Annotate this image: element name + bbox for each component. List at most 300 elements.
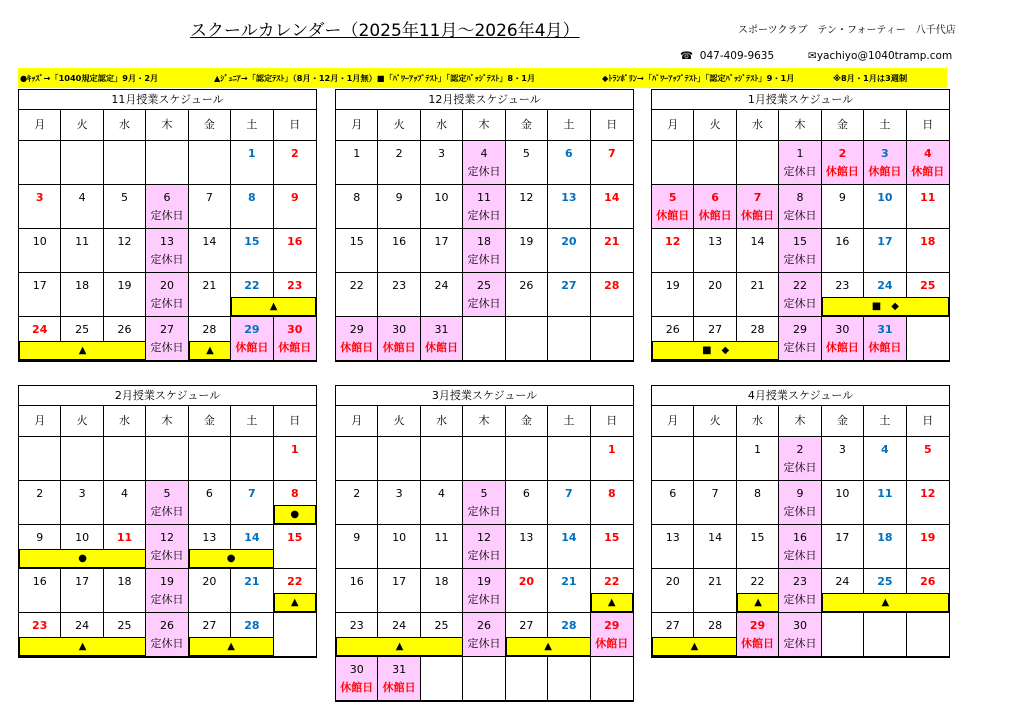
day-number: 18 xyxy=(476,235,491,248)
day-cell xyxy=(779,569,821,613)
day-number: 25 xyxy=(434,619,449,632)
day-number: 13 xyxy=(708,235,723,248)
day-cell xyxy=(907,141,949,185)
day-number: 8 xyxy=(607,487,616,500)
empty-cell xyxy=(907,317,949,361)
closed-day-label: 休館日 xyxy=(825,341,859,354)
day-cell xyxy=(378,525,420,569)
regular-holiday-label: 定休日 xyxy=(150,505,184,518)
day-number: 30 xyxy=(392,323,407,336)
day-number: 12 xyxy=(920,487,936,500)
empty-cell xyxy=(274,613,316,657)
regular-holiday-label: 定休日 xyxy=(150,341,184,354)
day-cell xyxy=(19,273,61,317)
month-calendar xyxy=(651,385,950,658)
day-number: 31 xyxy=(434,323,449,336)
empty-cell xyxy=(378,437,420,481)
day-cell xyxy=(694,273,736,317)
day-cell xyxy=(61,185,103,229)
day-number: 28 xyxy=(604,279,620,292)
club-name: スポーツクラブ テン・フォーティー 八千代店 xyxy=(738,25,956,36)
day-cell xyxy=(822,317,864,361)
day-cell xyxy=(421,273,463,317)
day-number: 25 xyxy=(877,575,893,588)
day-cell xyxy=(864,317,906,361)
day-cell xyxy=(737,481,779,525)
empty-cell xyxy=(506,657,548,701)
day-cell xyxy=(146,569,188,613)
day-cell xyxy=(463,569,505,613)
weekday-label: 土 xyxy=(231,406,273,436)
closed-day-label: 休館日 xyxy=(868,341,902,354)
test-marker-bar: ■ ◆ xyxy=(652,341,779,360)
closed-day-label: 休館日 xyxy=(741,637,775,650)
empty-cell xyxy=(19,141,61,185)
regular-holiday-label: 定休日 xyxy=(783,341,817,354)
day-number: 28 xyxy=(750,323,765,336)
day-cell xyxy=(864,185,906,229)
day-number: 15 xyxy=(244,235,260,248)
day-number: 20 xyxy=(202,575,217,588)
closed-day-label: 休館日 xyxy=(235,341,269,354)
day-number: 15 xyxy=(750,531,765,544)
day-number: 27 xyxy=(561,279,577,292)
day-number: 2 xyxy=(796,443,804,456)
day-number: 30 xyxy=(792,619,807,632)
day-cell xyxy=(421,317,463,361)
day-cell xyxy=(463,525,505,569)
day-grid xyxy=(336,437,633,701)
day-number: 18 xyxy=(117,575,132,588)
day-number: 26 xyxy=(519,279,534,292)
day-cell xyxy=(274,141,316,185)
day-number: 30 xyxy=(835,323,850,336)
day-cell xyxy=(864,437,906,481)
weekday-label: 日 xyxy=(922,118,934,131)
day-number: 8 xyxy=(290,487,299,500)
closed-day-label: 休館日 xyxy=(425,341,459,354)
day-cell xyxy=(146,613,188,657)
day-number: 12 xyxy=(665,235,681,248)
day-cell xyxy=(548,481,590,525)
weekday-label: 日 xyxy=(606,414,618,427)
day-grid xyxy=(19,141,316,361)
day-number: 27 xyxy=(665,619,680,632)
day-number: 16 xyxy=(32,575,47,588)
day-cell xyxy=(231,229,273,273)
regular-holiday-label: 定休日 xyxy=(150,253,184,266)
weekday-label: 土 xyxy=(864,110,906,140)
month-calendar xyxy=(18,89,317,362)
day-number: 8 xyxy=(353,191,361,204)
weekday-label: 金 xyxy=(506,110,548,140)
day-number: 19 xyxy=(159,575,174,588)
day-cell xyxy=(694,569,736,613)
empty-cell xyxy=(548,317,590,361)
day-number: 16 xyxy=(835,235,850,248)
month-title: 3月授業スケジュール xyxy=(336,386,633,406)
month-title: 4月授業スケジュール xyxy=(652,386,949,406)
empty-cell xyxy=(19,437,61,481)
day-number: 6 xyxy=(669,487,677,500)
day-cell xyxy=(421,525,463,569)
day-number: 11 xyxy=(476,191,491,204)
day-cell xyxy=(591,229,633,273)
day-number: 1 xyxy=(796,147,804,160)
day-number: 31 xyxy=(392,663,407,676)
weekday-label: 月 xyxy=(652,110,694,140)
month-title: 11月授業スケジュール xyxy=(19,90,316,110)
day-number: 16 xyxy=(392,235,407,248)
day-number: 2 xyxy=(838,147,847,160)
day-cell xyxy=(506,273,548,317)
closed-day-label: 休館日 xyxy=(911,165,945,178)
day-cell xyxy=(548,569,590,613)
day-cell xyxy=(231,569,273,613)
day-cell xyxy=(146,317,188,361)
test-marker-bar: ▲ xyxy=(336,637,463,656)
month-calendar xyxy=(335,89,634,362)
day-cell xyxy=(907,229,949,273)
day-cell xyxy=(274,317,316,361)
day-number: 14 xyxy=(708,531,723,544)
day-number: 7 xyxy=(248,487,256,500)
day-number: 19 xyxy=(519,235,534,248)
day-number: 20 xyxy=(665,575,680,588)
weekday-label: 日 xyxy=(289,414,301,427)
day-cell xyxy=(694,229,736,273)
test-marker-bar: ▲ xyxy=(19,341,146,360)
day-cell xyxy=(864,141,906,185)
weekday-label: 木 xyxy=(779,110,821,140)
day-number: 29 xyxy=(749,619,766,632)
weekday-label: 水 xyxy=(421,406,463,436)
test-marker-bar: ● xyxy=(19,549,146,568)
day-number: 11 xyxy=(116,531,133,544)
day-number: 21 xyxy=(604,235,620,248)
day-number: 10 xyxy=(835,487,850,500)
weekday-label: 木 xyxy=(146,110,188,140)
month-calendar xyxy=(335,385,634,702)
day-number: 22 xyxy=(244,279,260,292)
weekday-label: 金 xyxy=(189,110,231,140)
day-number: 7 xyxy=(607,147,616,160)
weekday-label: 水 xyxy=(737,110,779,140)
day-cell xyxy=(19,481,61,525)
regular-holiday-label: 定休日 xyxy=(783,461,817,474)
day-grid xyxy=(19,437,316,657)
day-number: 6 xyxy=(522,487,530,500)
day-number: 13 xyxy=(519,531,534,544)
day-number: 29 xyxy=(792,323,807,336)
weekday-header xyxy=(19,110,316,141)
weekday-label: 火 xyxy=(378,406,420,436)
day-number: 26 xyxy=(920,575,936,588)
day-number: 14 xyxy=(244,531,260,544)
phone-number: 047-409-9635 xyxy=(699,50,775,62)
day-cell xyxy=(779,437,821,481)
empty-cell xyxy=(694,141,736,185)
closed-day-label: 休館日 xyxy=(595,637,629,650)
day-cell xyxy=(336,525,378,569)
day-cell xyxy=(146,273,188,317)
day-number: 11 xyxy=(75,235,90,248)
day-number: 4 xyxy=(923,147,932,160)
weekday-label: 土 xyxy=(864,406,906,436)
day-number: 18 xyxy=(920,235,936,248)
email-contact[interactable] xyxy=(808,50,952,62)
day-number: 5 xyxy=(480,487,488,500)
empty-cell xyxy=(864,613,906,657)
regular-holiday-label: 定休日 xyxy=(783,209,817,222)
day-number: 7 xyxy=(205,191,213,204)
day-cell xyxy=(737,437,779,481)
empty-cell xyxy=(146,437,188,481)
day-cell xyxy=(336,317,378,361)
day-cell xyxy=(907,185,949,229)
month-title: 12月授業スケジュール xyxy=(336,90,633,110)
notice-junior: ▲ｼﾞｭﾆｱ→「認定ﾃｽﾄ」（8月・12月・1月無）■「ﾊﾟﾜｰｱｯﾌﾟﾃｽﾄ」「認定ﾊﾞｯｼﾞﾃｽﾄ」8・1月 xyxy=(214,73,536,83)
day-cell xyxy=(506,185,548,229)
notice-kids: ●ｷｯｽﾞ→「1040規定認定」9月・2月 xyxy=(20,73,159,83)
regular-holiday-label: 定休日 xyxy=(783,637,817,650)
day-number: 4 xyxy=(480,147,488,160)
day-cell xyxy=(907,481,949,525)
day-number: 22 xyxy=(792,279,807,292)
day-number: 12 xyxy=(117,235,132,248)
day-cell xyxy=(146,229,188,273)
day-cell xyxy=(779,525,821,569)
empty-cell xyxy=(104,437,146,481)
weekday-label: 金 xyxy=(822,110,864,140)
empty-cell xyxy=(907,613,949,657)
day-cell xyxy=(336,141,378,185)
phone-contact[interactable] xyxy=(680,50,774,62)
day-cell xyxy=(61,229,103,273)
day-cell xyxy=(378,273,420,317)
empty-cell xyxy=(463,437,505,481)
day-cell xyxy=(463,141,505,185)
day-number: 18 xyxy=(75,279,90,292)
day-cell xyxy=(61,569,103,613)
day-cell xyxy=(506,481,548,525)
day-number: 28 xyxy=(202,323,217,336)
day-cell xyxy=(737,613,779,657)
day-number: 10 xyxy=(32,235,47,248)
regular-holiday-label: 定休日 xyxy=(467,209,501,222)
day-number: 15 xyxy=(287,531,303,544)
day-number: 29 xyxy=(604,619,620,632)
day-cell xyxy=(591,613,633,657)
day-number: 19 xyxy=(476,575,491,588)
weekday-label: 日 xyxy=(922,414,934,427)
test-marker-bar: ▲ xyxy=(274,593,316,612)
day-cell xyxy=(146,525,188,569)
day-cell xyxy=(189,481,231,525)
closed-day-label: 休館日 xyxy=(698,209,732,222)
regular-holiday-label: 定休日 xyxy=(150,209,184,222)
weekday-label: 木 xyxy=(146,406,188,436)
day-number: 29 xyxy=(349,323,364,336)
day-number: 9 xyxy=(838,191,846,204)
month-title: 2月授業スケジュール xyxy=(19,386,316,406)
regular-holiday-label: 定休日 xyxy=(467,253,501,266)
day-number: 8 xyxy=(754,487,762,500)
day-cell xyxy=(822,141,864,185)
day-number: 20 xyxy=(561,235,577,248)
day-number: 3 xyxy=(78,487,86,500)
day-cell xyxy=(506,229,548,273)
regular-holiday-label: 定休日 xyxy=(467,165,501,178)
day-number: 6 xyxy=(565,147,573,160)
day-number: 15 xyxy=(349,235,364,248)
day-number: 22 xyxy=(750,575,765,588)
day-number: 17 xyxy=(32,279,47,292)
day-number: 4 xyxy=(78,191,86,204)
test-marker-bar: ▲ xyxy=(652,637,737,656)
day-number: 15 xyxy=(792,235,807,248)
day-number: 1 xyxy=(607,443,616,456)
month-calendar xyxy=(18,385,317,658)
empty-cell xyxy=(61,141,103,185)
empty-cell xyxy=(146,141,188,185)
day-cell xyxy=(548,141,590,185)
day-cell xyxy=(378,657,420,701)
day-number: 21 xyxy=(202,279,217,292)
day-cell xyxy=(104,185,146,229)
day-cell xyxy=(737,525,779,569)
weekday-header xyxy=(336,110,633,141)
empty-cell xyxy=(591,657,633,701)
weekday-label: 日 xyxy=(606,118,618,131)
day-number: 10 xyxy=(75,531,90,544)
day-number: 28 xyxy=(708,619,723,632)
regular-holiday-label: 定休日 xyxy=(467,593,501,606)
day-cell xyxy=(737,229,779,273)
day-cell xyxy=(378,185,420,229)
day-cell xyxy=(463,229,505,273)
empty-cell xyxy=(548,657,590,701)
day-cell xyxy=(652,481,694,525)
weekday-label: 土 xyxy=(231,110,273,140)
weekday-label: 金 xyxy=(189,406,231,436)
weekday-label: 月 xyxy=(336,110,378,140)
day-number: 5 xyxy=(163,487,171,500)
email-address: yachiyo@1040tramp.com xyxy=(816,50,953,62)
day-number: 23 xyxy=(792,575,807,588)
day-number: 1 xyxy=(290,443,299,456)
day-number: 25 xyxy=(920,279,936,292)
day-cell xyxy=(231,481,273,525)
day-number: 21 xyxy=(244,575,260,588)
closed-day-label: 休館日 xyxy=(741,209,775,222)
day-cell xyxy=(779,317,821,361)
day-cell xyxy=(336,481,378,525)
day-number: 2 xyxy=(353,487,361,500)
day-number: 22 xyxy=(349,279,364,292)
day-number: 8 xyxy=(796,191,804,204)
day-number: 13 xyxy=(665,531,680,544)
day-number: 21 xyxy=(561,575,577,588)
day-grid xyxy=(652,141,949,361)
empty-cell xyxy=(694,437,736,481)
day-cell xyxy=(652,229,694,273)
day-number: 13 xyxy=(159,235,174,248)
weekday-label: 火 xyxy=(61,110,103,140)
day-cell xyxy=(231,317,273,361)
day-cell xyxy=(864,525,906,569)
day-number: 2 xyxy=(395,147,403,160)
day-cell xyxy=(591,273,633,317)
day-cell xyxy=(822,185,864,229)
day-number: 21 xyxy=(750,279,765,292)
day-cell xyxy=(864,481,906,525)
weekday-label: 火 xyxy=(694,406,736,436)
day-cell xyxy=(104,273,146,317)
day-number: 3 xyxy=(881,147,889,160)
day-number: 17 xyxy=(434,235,449,248)
day-cell xyxy=(907,525,949,569)
day-number: 27 xyxy=(159,323,174,336)
day-number: 28 xyxy=(244,619,260,632)
weekday-label: 月 xyxy=(336,406,378,436)
day-number: 5 xyxy=(121,191,129,204)
day-number: 19 xyxy=(117,279,132,292)
empty-cell xyxy=(822,613,864,657)
day-number: 1 xyxy=(248,147,256,160)
day-number: 7 xyxy=(753,191,762,204)
test-marker-bar: ■ ◆ xyxy=(822,297,949,316)
test-marker-bar: ▲ xyxy=(189,637,274,656)
empty-cell xyxy=(231,437,273,481)
day-cell xyxy=(146,481,188,525)
day-cell xyxy=(779,185,821,229)
empty-cell xyxy=(463,317,505,361)
day-number: 24 xyxy=(392,619,407,632)
day-number: 23 xyxy=(835,279,850,292)
weekday-header xyxy=(19,406,316,437)
day-number: 30 xyxy=(287,323,303,336)
closed-day-label: 休館日 xyxy=(868,165,902,178)
empty-cell xyxy=(548,437,590,481)
day-number: 11 xyxy=(877,487,893,500)
day-number: 19 xyxy=(665,279,680,292)
day-cell xyxy=(548,273,590,317)
day-cell xyxy=(421,569,463,613)
day-number: 27 xyxy=(708,323,723,336)
day-cell xyxy=(591,481,633,525)
day-cell xyxy=(104,229,146,273)
day-cell xyxy=(61,481,103,525)
day-number: 25 xyxy=(75,323,90,336)
day-number: 1 xyxy=(353,147,361,160)
regular-holiday-label: 定休日 xyxy=(783,165,817,178)
closed-day-label: 休館日 xyxy=(340,681,374,694)
day-number: 24 xyxy=(75,619,90,632)
day-cell xyxy=(652,273,694,317)
day-cell xyxy=(779,481,821,525)
empty-cell xyxy=(652,437,694,481)
day-cell xyxy=(694,481,736,525)
day-number: 3 xyxy=(438,147,446,160)
day-number: 5 xyxy=(923,443,932,456)
day-number: 15 xyxy=(604,531,620,544)
day-number: 14 xyxy=(202,235,217,248)
day-cell xyxy=(19,229,61,273)
day-cell xyxy=(463,185,505,229)
day-number: 3 xyxy=(838,443,846,456)
day-number: 22 xyxy=(287,575,303,588)
